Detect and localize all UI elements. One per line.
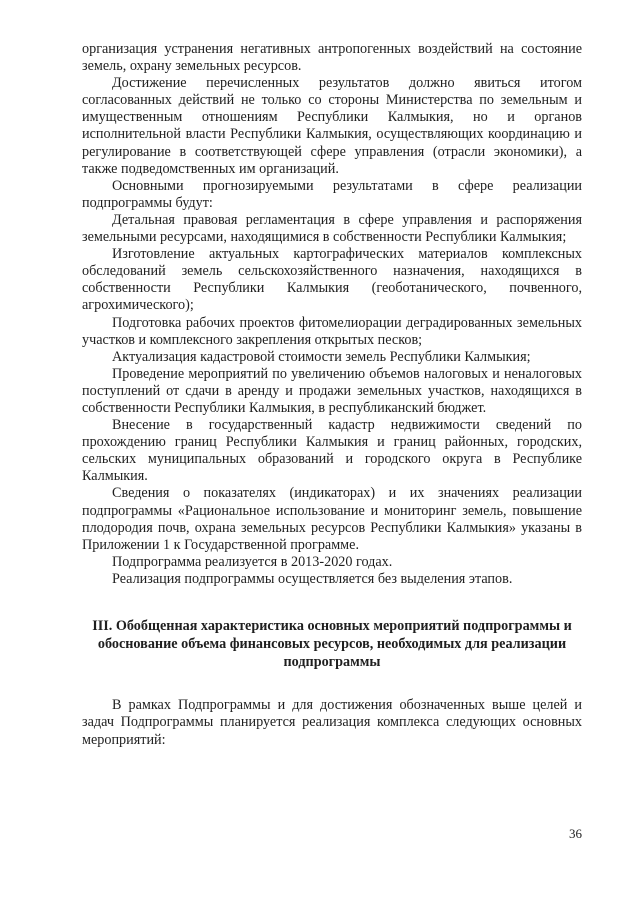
- paragraph-timeframe: Подпрограмма реализуется в 2013-2020 годах.: [112, 553, 393, 570]
- document-body: [82, 41, 582, 749]
- paragraph-continued: организация устранения негативных антропогенных воздействий на состояние земель, охрану земельных ресурсов.: [82, 41, 582, 75]
- result-item-legal-regulation: Детальная правовая регламентация в сфере управления и распоряжения земельными ресурсами, находящимися в собственности Республики Калмыкия;: [82, 211, 582, 246]
- paragraph-main-activities: В рамках Подпрограммы и для достижения обозначенных выше целей и задач Подпрограммы планируется реализация комплекса следующих основных мероприятий:: [82, 697, 582, 748]
- result-item-cadastral-value: Актуализация кадастровой стоимости земель Республики Калмыкия;: [112, 348, 531, 365]
- result-item-cadastre-boundaries: Внесение в государственный кадастр недвижимости сведений по прохождению границ Республики Калмыкия и границ районных, городских, сельских муниципальных образований и городского округа в Республике Калмыкия.: [82, 417, 582, 485]
- result-item-phytomelioration: Подготовка рабочих проектов фитомелиорации деградированных земельных участков и комплексного закрепления открытых песков;: [82, 314, 582, 348]
- paragraph-stages: Реализация подпрограммы осуществляется без выделения этапов.: [112, 570, 513, 587]
- paragraph-expected-results: Основными прогнозируемыми результатами в сфере реализации подпрограммы будут:: [82, 177, 582, 211]
- result-item-tax-revenue: Проведение мероприятий по увеличению объемов налоговых и неналоговых поступлений от сдачи в аренду и продажи земельных участков, находящихся в собственности Республики Калмыкия, в республиканский бюджет.: [82, 365, 582, 416]
- page-number: 36: [569, 826, 582, 841]
- result-item-cartographic-materials: Изготовление актуальных картографических материалов комплексных обследований земель сельскохозяйственного назначения, находящихся в собственности Республики Калмыкия (геоботанического, почвенного, агрохимического);: [82, 246, 582, 314]
- paragraph-coordination: Достижение перечисленных результатов должно явиться итогом согласованных действий не только со стороны Министерства по земельным и имущественным отношениям Республики Калмыкия, но и органов исполнительной власти Республики Калмыкия, осуществляющих координацию и регулирование в соответствующей сфере управления (отрасли экономики), а также подведомственных им организаций.: [82, 75, 582, 177]
- paragraph-indicators: Сведения о показателях (индикаторах) и их значениях реализации подпрограммы «Рациональное использование и мониторинг земель, повышение плодородия почв, охрана земельных ресурсов Республики Калмыкия» указаны в Приложении 1 к Государственной программе.: [82, 485, 582, 553]
- section-title: III. Обобщенная характеристика основных мероприятий подпрограммы и обоснование объема финансовых ресурсов, необходимых для реализации подпрограммы: [92, 618, 572, 670]
